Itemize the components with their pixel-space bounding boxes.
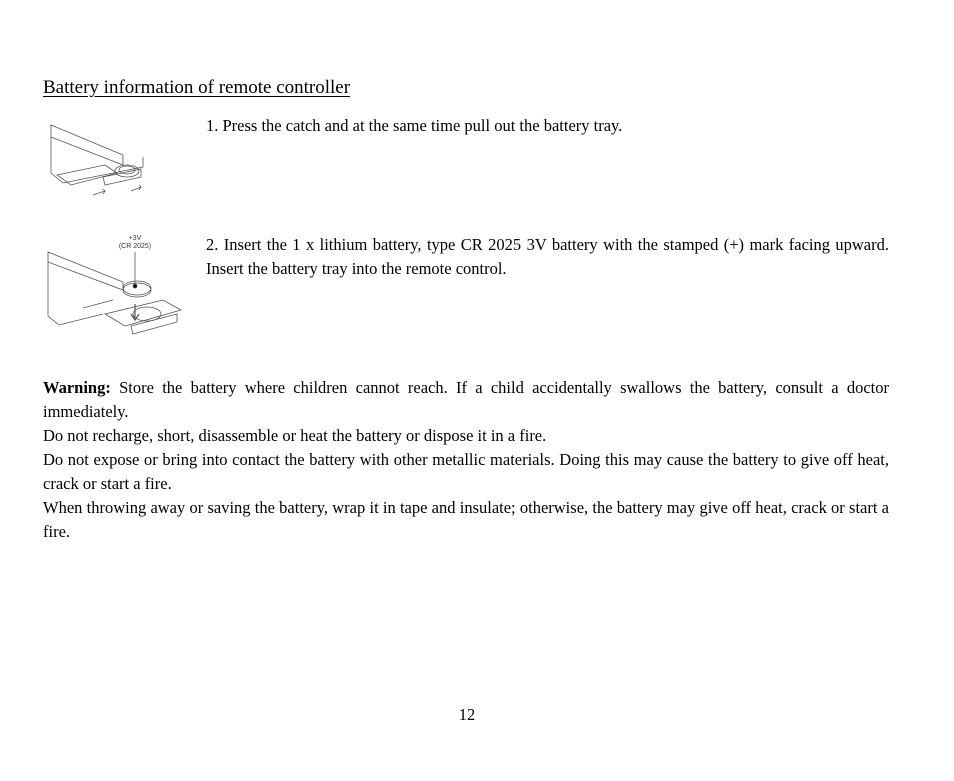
page-heading: Battery information of remote controller — [43, 77, 351, 98]
warning-disposal-paragraph: When throwing away or saving the battery, wrap it in tape and insulate; otherwise, the battery may give off heat, crack or start a fire. — [43, 498, 889, 541]
warning-text: Store the battery where children cannot reach. If a child accidentally swallows the battery, consult a doctor immediately. — [43, 378, 889, 421]
warning-metal-paragraph: Do not expose or bring into contact the battery with other metallic materials. Doing this may cause the battery to give off heat, crack or start a fire. — [43, 450, 889, 493]
page-number: 12 — [458, 705, 476, 724]
warning-recharge-paragraph: Do not recharge, short, disassemble or heat the battery or dispose it in a fire. — [43, 426, 547, 445]
battery-type-label: (CR 2025) — [118, 243, 152, 250]
battery-insert-illustration — [43, 230, 188, 348]
warning-section — [43, 376, 889, 544]
step-2-text: 2. Insert the 1 x lithium battery, type CR 2025 3V battery with the stamped (+) mark facing upward. Insert the battery tray into the remote control. — [206, 235, 889, 278]
remote-tray-eject-illustration — [43, 115, 153, 205]
step-1-text: 1. Press the catch and at the same time pull out the battery tray. — [206, 116, 623, 135]
battery-voltage-label: +3V — [128, 235, 142, 242]
warning-label: Warning: — [43, 378, 111, 397]
warning-paragraph — [43, 376, 889, 424]
